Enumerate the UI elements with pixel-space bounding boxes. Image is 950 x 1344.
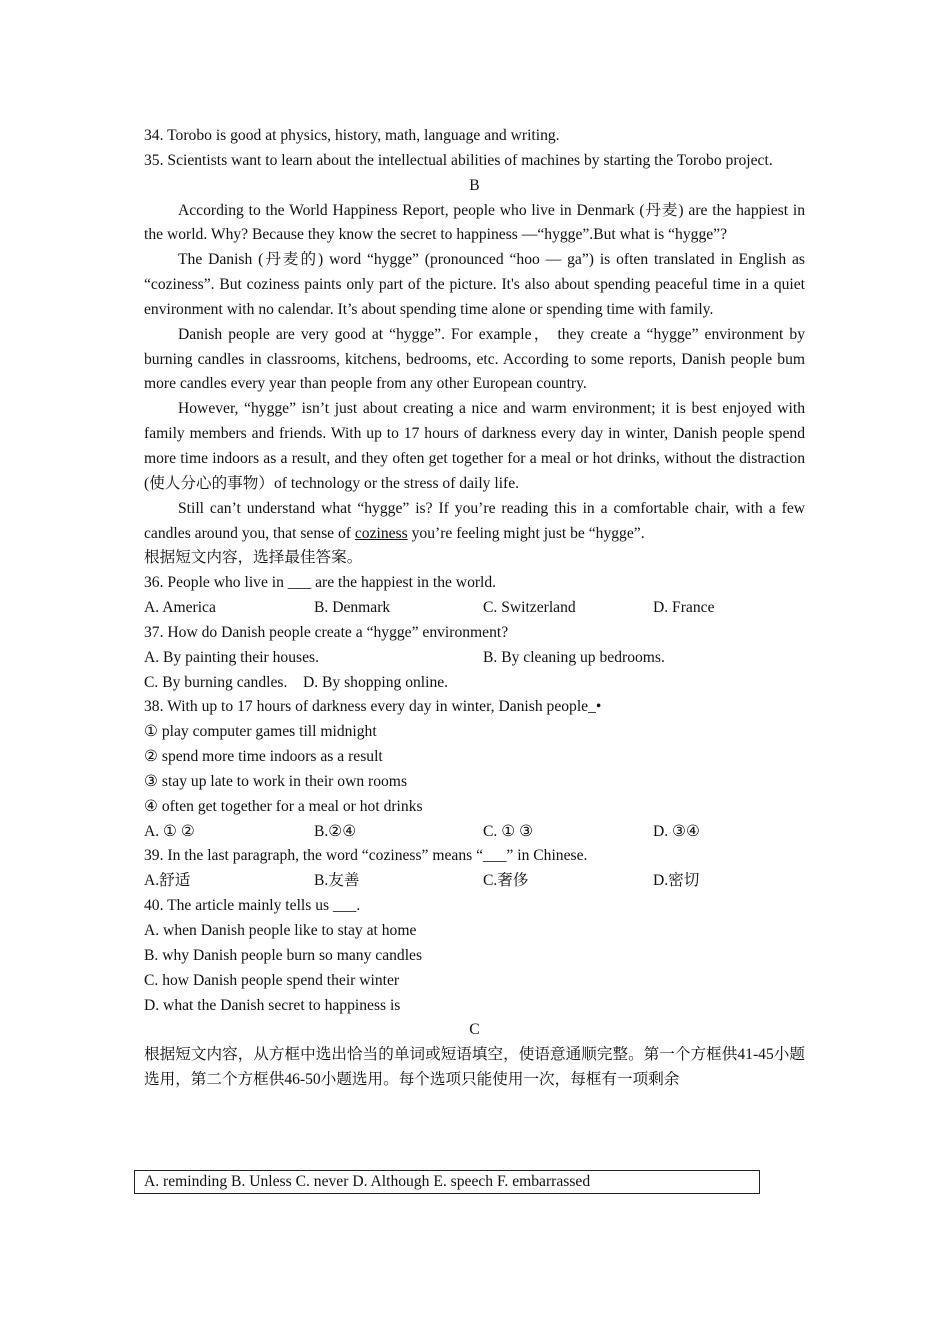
- section-b-heading: B: [469, 176, 480, 194]
- underlined-word-coziness: coziness: [354, 524, 408, 542]
- option-b: B. By cleaning up bedrooms.: [483, 648, 665, 666]
- passage-b-paragraph-1: According to the World Happiness Report, people who live in Denmark (丹麦) are the happiest in the world. Why? Because they know the secret to happiness —“hygge”.But what is “hygge”?: [144, 201, 805, 244]
- question-37-options-row-2: [144, 671, 805, 696]
- option-b: B.②④: [314, 822, 357, 840]
- question-38-item-2: ② spend more time indoors as a result: [144, 748, 383, 766]
- option-d: D. ③④: [653, 822, 701, 840]
- passage-b-paragraph-3: Danish people are very good at “hygge”. For example， they create a “hygge” environment by burning candles in classrooms, kitchens, bedrooms, etc. According to some reports, Danish people bum more candles every year than people from any other European country.: [144, 325, 805, 393]
- word-choice-box: A. reminding B. Unless C. never D. Although E. speech F. embarrassed: [134, 1170, 760, 1194]
- question-37-options-row-1: [144, 646, 805, 671]
- option-a: A. when Danish people like to stay at home: [144, 922, 417, 939]
- question-38-item-1: ① play computer games till midnight: [144, 723, 377, 741]
- instruction-c: 根据短文内容，从方框中选出恰当的单词或短语填空，使语意通顺完整。第一个方框供41-45小题选用，第二个方框供46-50小题选用。每个选项只能使用一次，每框有一项剩余: [144, 1046, 805, 1089]
- option-a: A. By painting their houses.: [144, 648, 319, 666]
- option-d: D. France: [653, 599, 715, 617]
- option-b: B. why Danish people burn so many candles: [144, 946, 423, 964]
- question-36-stem: 36. People who live in ___ are the happiest in the world.: [144, 574, 497, 592]
- question-39-options: [144, 869, 805, 894]
- option-d: D. what the Danish secret to happiness is: [144, 996, 401, 1014]
- exam-page: [144, 124, 805, 1093]
- option-a: A.舒适: [144, 872, 191, 890]
- option-a: A. America: [144, 599, 216, 617]
- option-c: C. how Danish people spend their winter: [144, 971, 400, 989]
- option-c: C. By burning candles.: [144, 673, 288, 691]
- paragraph-5-text-end: you’re feeling might just be “hygge”.: [407, 524, 645, 542]
- option-b: B.友善: [314, 872, 360, 890]
- question-38-options: [144, 820, 805, 845]
- question-38-item-4: ④ often get together for a meal or hot drinks: [144, 797, 423, 815]
- question-38-stem: 38. With up to 17 hours of darkness every day in winter, Danish people_•: [144, 698, 602, 716]
- passage-b-paragraph-4: However, “hygge” isn’t just about creating a nice and warm environment; it is best enjoyed with family members and friends. With up to 17 hours of darkness every day in winter, Danish people spend more time indoors as a result, and they often get together for a meal or hot drinks, without the distraction (使人分心的事物）of technology or the stress of daily life.: [144, 400, 805, 492]
- question-40-stem: 40. The article mainly tells us ___.: [144, 897, 361, 915]
- question-34: 34. Torobo is good at physics, history, math, language and writing.: [144, 127, 560, 144]
- option-c: C.奢侈: [483, 872, 529, 890]
- option-d: D.密切: [653, 872, 700, 890]
- option-a: A. ① ②: [144, 822, 195, 840]
- option-c: C. ① ③: [483, 822, 534, 840]
- option-d: D. By shopping online.: [302, 673, 449, 691]
- question-38-item-3: ③ stay up late to work in their own rooms: [144, 772, 408, 790]
- paragraph-5-text-start: Still can’t understand what “hygge” is? If you’re reading this in a comfortable chair, with a few candles around you, that sense of: [144, 499, 805, 542]
- option-b: B. Denmark: [314, 599, 391, 617]
- question-35: 35. Scientists want to learn about the intellectual abilities of machines by starting the Torobo project.: [144, 151, 773, 169]
- option-c: C. Switzerland: [483, 599, 576, 617]
- instruction-b: 根据短文内容，选择最佳答案。: [144, 549, 363, 567]
- question-37-stem: 37. How do Danish people create a “hygge” environment?: [144, 623, 509, 641]
- question-39-stem: 39. In the last paragraph, the word “coziness” means “___” in Chinese.: [144, 847, 588, 865]
- section-c-heading: C: [469, 1021, 480, 1039]
- passage-b-paragraph-5: [144, 497, 805, 547]
- question-36-options: [144, 596, 805, 621]
- passage-b-paragraph-2: The Danish (丹麦的) word “hygge” (pronounced “hoo — ga”) is often translated in English as “coziness”. But coziness paints only part of the picture. It's also about spending peaceful time in a quiet environment with no calendar. It’s about spending time alone or spending time with family.: [144, 251, 805, 318]
